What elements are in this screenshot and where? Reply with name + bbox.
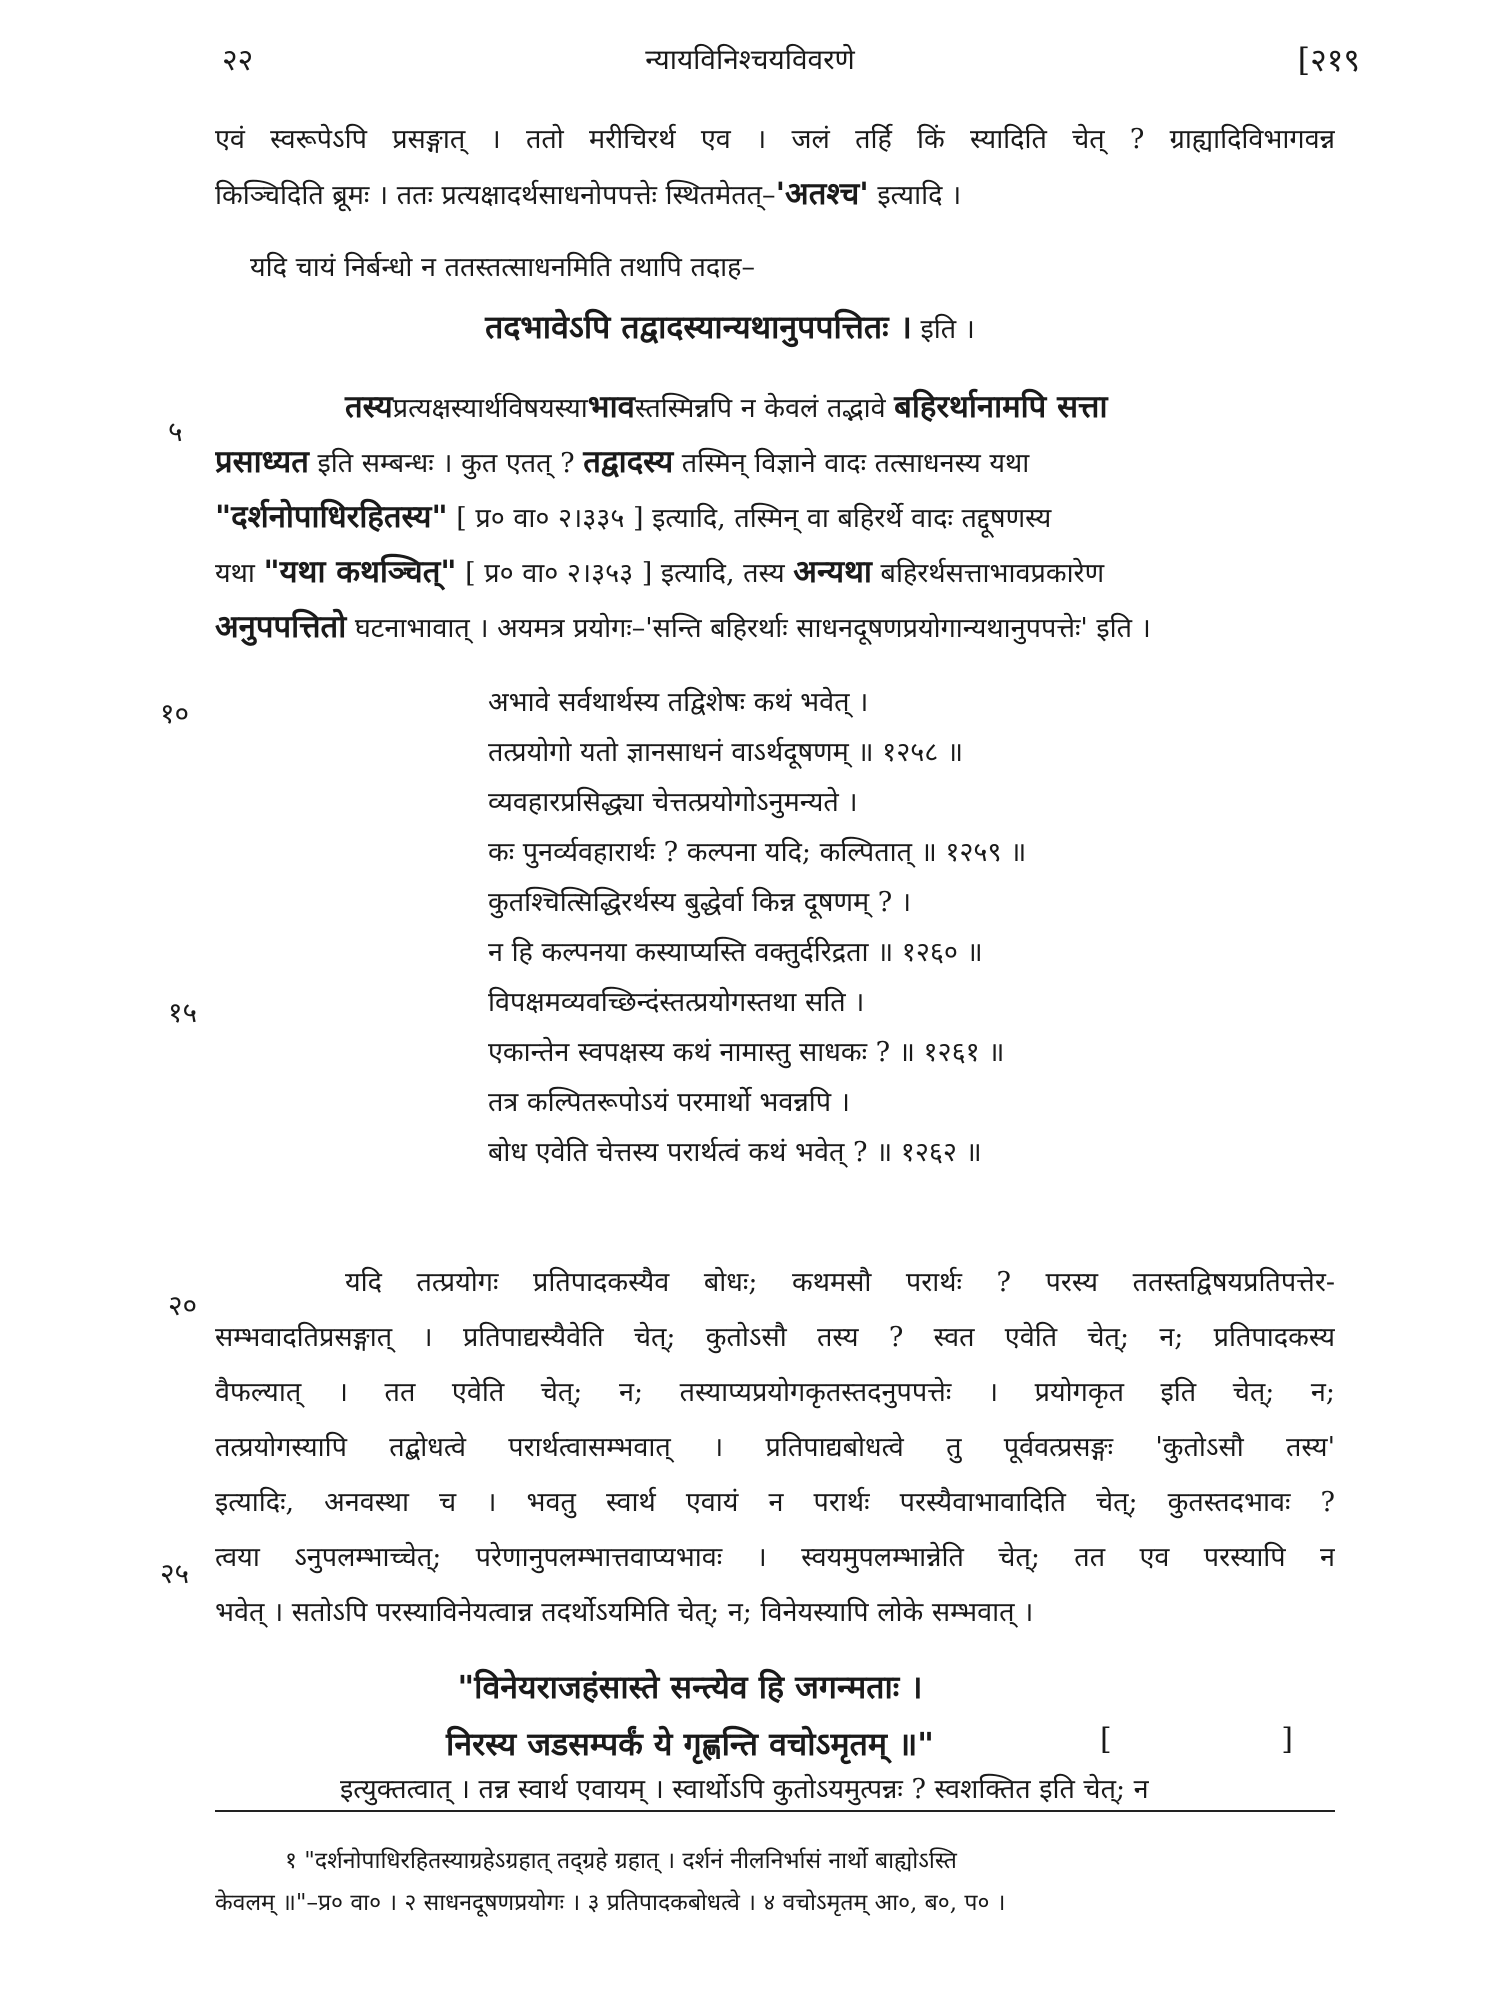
text-span: स्तस्मिन्नपि न केवलं तद्भावे (634, 393, 895, 424)
karika-line (0, 305, 1480, 348)
text-line (215, 380, 1335, 435)
text-span: [ प्र० वा० २।३५३ ] इत्यादि, तस्य (456, 558, 794, 589)
text-span: इत्यादि । (868, 180, 962, 211)
line-number-15: १५ (168, 996, 198, 1029)
bold-term: 'अतश्च' (775, 176, 869, 212)
bold-term: तद्वादस्य (583, 444, 674, 480)
footnote-line: केवलम् ॥"–प्र० वा० । २ साधनदूषणप्रयोगः । ३ प्रतिपादकबोधत्वे । ४ वचोऽमृतम् आ०, ब०, प० । (215, 1890, 1006, 1916)
footnote-line: १ "दर्शनोपाधिरहितस्याग्रहेऽग्रहात् तद्ग्रहे ग्रहात् । दर्शनं नीलनिर्भासं नार्थो बाह्योऽस्ति (285, 1848, 957, 1874)
bold-term: तस्य (345, 389, 393, 425)
verse-line: बोध एवेति चेत्तस्य परार्थत्वं कथं भवेत् ? ॥ १२६२ ॥ (488, 1137, 982, 1168)
line-number-10: १० (160, 697, 190, 730)
text-line: इत्युक्तत्वात् । तन्न स्वार्थ एवायम् । स्वार्थोऽपि कुतोऽयमुत्पन्नः ? स्वशक्तित इति चेत्; न (340, 1774, 1149, 1805)
quote-reference-bracket: [ ] (1100, 1722, 1293, 1757)
verse-line: व्यवहारप्रसिद्ध्या चेत्तत्प्रयोगोऽनुमन्यते । (488, 787, 858, 818)
text-line: एवं स्वरूपेऽपि प्रसङ्गात् । ततो मरीचिरर्थ एव । जलं तर्हि किं स्यादिति चेत् ? ग्राह्यादिविभागवन्न (215, 124, 1335, 155)
verse-line: कः पुनर्व्यवहारार्थः ? कल्पना यदि; कल्पितात् ॥ १२५९ ॥ (488, 837, 1027, 868)
verse-line: तत्र कल्पितरूपोऽयं परमार्थो भवन्नपि । (488, 1087, 850, 1118)
bold-term: बहिरर्थानामपि सत्ता (894, 389, 1108, 425)
paragraph-1 (215, 112, 1335, 222)
text-span: [ प्र० वा० २।३३५ ] इत्यादि, तस्मिन् वा बहिरर्थे वादः तद्दूषणस्य (447, 503, 1052, 534)
text-line (215, 490, 1335, 545)
page-number-left: २२ (222, 43, 254, 78)
paragraph-3 (215, 380, 1335, 655)
line-number-5: ५ (168, 415, 183, 448)
text-span: घटनाभावात् । अयमत्र प्रयोगः–'सन्ति बहिरर्थाः साधनदूषणप्रयोगान्यथानुपपत्तेः' इति । (346, 613, 1151, 644)
line-number-25: २५ (160, 1557, 190, 1590)
verse-line: विपक्षमव्यवच्छिन्दंस्तत्प्रयोगस्तथा सति । (488, 987, 865, 1018)
text-line: वैफल्यात् । तत एवेति चेत्; न; तस्याप्यप्रयोगकृतस्तदनुपपत्तेः । प्रयोगकृत इति चेत्; न; (215, 1377, 1335, 1408)
running-title: न्यायविनिश्चयविवरणे (645, 43, 855, 76)
text-line (215, 600, 1335, 655)
quote-line-2: निरस्य जडसम्पर्कं ये गृह्णन्ति वचोऽमृतम् ॥" (446, 1725, 934, 1763)
text-line (215, 167, 1335, 222)
text-span: तस्मिन् विज्ञाने वादः तत्साधनस्य यथा (673, 448, 1030, 479)
text-line: त्वया ऽनुपलम्भाच्चेत्; परेणानुपलम्भात्तवाप्यभावः । स्वयमुपलम्भान्नेति चेत्; तत एव परस्यापि न (215, 1542, 1335, 1573)
bold-term: अन्यथा (793, 554, 872, 590)
karika-text: तदभावेऽपि तद्वादस्यान्यथानुपपत्तितः । (485, 308, 912, 346)
paragraph-4 (215, 1255, 1335, 1640)
quote-line-1: "विनेयराजहंसास्ते सन्त्येव हि जगन्मताः । (457, 1668, 923, 1706)
bold-term: अनुपपत्तितो (215, 609, 347, 645)
text-line (215, 435, 1335, 490)
text-line: तत्प्रयोगस्यापि तद्बोधत्वे परार्थत्वासम्भवात् । प्रतिपाद्यबोधत्वे तु पूर्ववत्प्रसङ्गः 'कुतोऽसौ तस्य' (215, 1432, 1335, 1463)
text-span: किञ्चिदिति ब्रूमः । ततः प्रत्यक्षादर्थसाधनोपपत्तेः स्थितमेतत्– (215, 180, 776, 211)
verse-line: एकान्तेन स्वपक्षस्य कथं नामास्तु साधकः ? ॥ १२६१ ॥ (488, 1037, 1005, 1068)
text-span: प्रत्यक्षस्यार्थविषयस्या (392, 393, 588, 424)
text-line: इत्यादिः, अनवस्था च । भवतु स्वार्थ एवायं न परार्थः परस्यैवाभावादिति चेत्; कुतस्तदभावः ? (215, 1487, 1335, 1518)
page-number-right: [२१९ (1297, 41, 1360, 79)
paragraph-2 (250, 240, 1250, 295)
bold-term: "यथा कथञ्चित्" (263, 554, 457, 590)
text-line: भवेत् । सतोऽपि परस्याविनेयत्वान्न तदर्थोऽयमिति चेत्; न; विनेयस्यापि लोके सम्भवात् । (215, 1597, 1034, 1628)
footnotes (215, 1840, 1335, 1924)
text-line: सम्भवादतिप्रसङ्गात् । प्रतिपाद्यस्यैवेति चेत्; कुतोऽसौ तस्य ? स्वत एवेति चेत्; न; प्रतिपादकस्य (215, 1322, 1335, 1353)
text-span: बहिरर्थसत्ताभावप्रकारेण (871, 558, 1105, 589)
bold-term: "दर्शनोपाधिरहितस्य" (215, 499, 448, 535)
text-line: यदि तत्प्रयोगः प्रतिपादकस्यैव बोधः; कथमसौ परार्थः ? परस्य ततस्तद्विषयप्रतिपत्तेर- (345, 1267, 1335, 1298)
text-line (215, 545, 1335, 600)
karika-iti: इति । (911, 314, 975, 345)
paragraph-5 (340, 1762, 1335, 1817)
text-span: यथा (215, 558, 264, 589)
text-line: यदि चायं निर्बन्धो न ततस्तत्साधनमिति तथापि तदाह– (250, 252, 756, 283)
verse-line: अभावे सर्वथार्थस्य तद्विशेषः कथं भवेत् । (488, 687, 869, 718)
verse-block (488, 678, 1026, 1178)
verse-line: तत्प्रयोगो यतो ज्ञानसाधनं वाऽर्थदूषणम् ॥ १२५८ ॥ (488, 737, 964, 768)
bold-term: भाव (587, 389, 635, 425)
verse-line: न हि कल्पनया कस्याप्यस्ति वक्तुर्दरिद्रता ॥ १२६० ॥ (488, 937, 983, 968)
footnote-divider (215, 1810, 1335, 1812)
text-span: इति सम्बन्धः । कुत एतत् ? (308, 448, 584, 479)
line-number-20: २० (168, 1289, 198, 1322)
verse-line: कुतश्चित्सिद्धिरर्थस्य बुद्धेर्वा किन्न दूषणम् ? । (488, 887, 912, 918)
bold-term: प्रसाध्यत (215, 444, 309, 480)
